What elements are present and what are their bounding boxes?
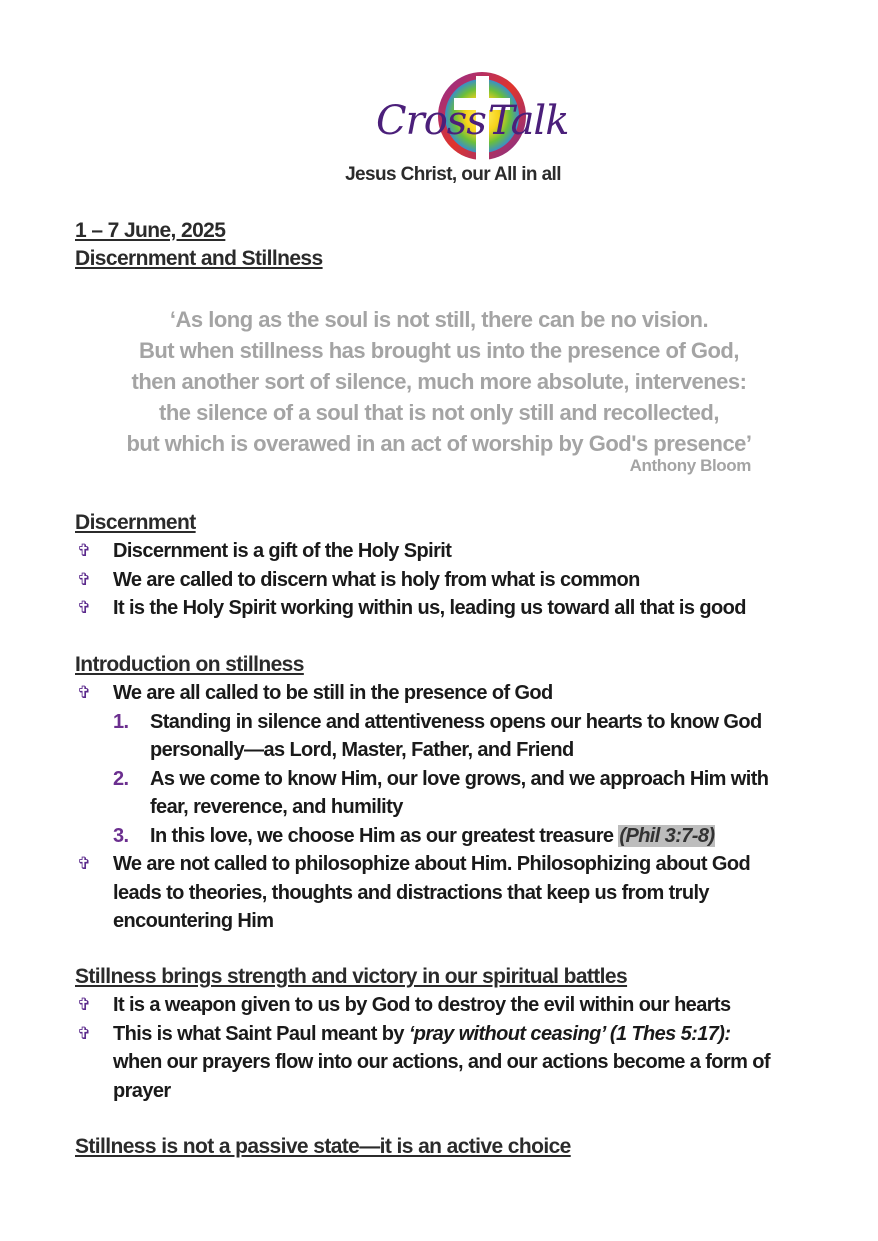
list-item [75, 1020, 815, 1106]
section-title: Stillness brings strength and victory in our spiritual battles [75, 965, 628, 988]
logo-text-cross: Cross [376, 98, 486, 144]
cross-bullet-icon: ✞ [77, 569, 91, 589]
quote-line: the silence of a soul that is not only still and recollected, [159, 400, 719, 425]
numbered-item [75, 765, 815, 822]
tagline: Jesus Christ, our All in all [345, 164, 561, 185]
cross-bullet-icon: ✞ [77, 541, 91, 560]
item-text: Standing in silence and attentiveness opens our hearts to know God [150, 710, 762, 733]
list-item-text: We are called to discern what is holy from what is common [113, 568, 640, 591]
item-text: fear, reverence, and humility [150, 796, 403, 818]
list-item-text: encountering Him [113, 910, 274, 932]
quote-line: But when stillness has brought us into the presence of God, [138, 338, 739, 363]
list-item-text: Discernment is a gift of the Holy Spirit [113, 540, 452, 562]
list-item-text: leads to theories, thoughts and distractions that keep us from truly [113, 881, 709, 904]
cross-bullet-icon: ✞ [77, 683, 91, 702]
crosstalk-logo [370, 70, 585, 170]
topic-heading: Discernment and Stillness [75, 247, 323, 270]
discernment-section [75, 509, 815, 623]
cross-bullet-icon: ✞ [77, 598, 91, 617]
date-heading: 1 – 7 June, 2025 [75, 219, 226, 242]
list-item [75, 594, 815, 623]
list-item-text: when our prayers flow into our actions, and our actions become a form of [113, 1051, 770, 1073]
quote-block [0, 304, 878, 459]
stillness-intro-section [75, 651, 815, 936]
list-item [75, 537, 815, 566]
list-item-text: It is the Holy Spirit working within us, leading us toward all that is good [113, 597, 746, 619]
section-title: Discernment [75, 511, 196, 534]
item-number: 1. [113, 710, 129, 733]
scripture-reference: (Phil 3:7-8) [619, 824, 715, 847]
cross-bullet-icon: ✞ [77, 854, 91, 873]
battles-section [75, 963, 815, 1105]
item-number: 3. [113, 824, 129, 847]
quote-author: Anthony Bloom [629, 456, 751, 475]
logo-text-talk: Talk [488, 98, 569, 144]
list-item [75, 991, 815, 1020]
section-title: Introduction on stillness [75, 653, 304, 676]
item-text: As we come to know Him, our love grows, and we approach Him with [150, 767, 769, 790]
active-section [75, 1133, 815, 1161]
item-number: 2. [113, 767, 129, 790]
list-item-text: We are all called to be still in the presence of God [113, 682, 553, 704]
quote-line: then another sort of silence, much more absolute, intervenes: [131, 369, 747, 394]
item-text: personally—as Lord, Master, Father, and Friend [150, 739, 574, 761]
quote-line: ‘As long as the soul is not still, there can be no vision. [169, 307, 709, 332]
item-text: In this love, we choose Him as our greatest treasure [150, 824, 614, 847]
list-item-text: prayer [113, 1079, 171, 1102]
scripture-reference: ‘pray without ceasing’ (1 Thes 5:17): [408, 1022, 731, 1045]
list-item [75, 850, 815, 936]
list-item [75, 566, 815, 595]
cross-bullet-icon: ✞ [77, 1023, 91, 1043]
numbered-item [75, 708, 815, 765]
numbered-item [75, 822, 815, 851]
quote-line: but which is overawed in an act of worship by God's presence’ [126, 431, 752, 456]
list-item-text: We are not called to philosophize about Him. Philosophizing about God [113, 853, 751, 875]
list-item-text: This is what Saint Paul meant by [113, 1022, 409, 1045]
list-item [75, 679, 815, 708]
section-title: Stillness is not a passive state—it is an active choice [75, 1135, 571, 1158]
list-item-text: It is a weapon given to us by God to destroy the evil within our hearts [113, 994, 731, 1016]
cross-bullet-icon: ✞ [77, 995, 91, 1014]
